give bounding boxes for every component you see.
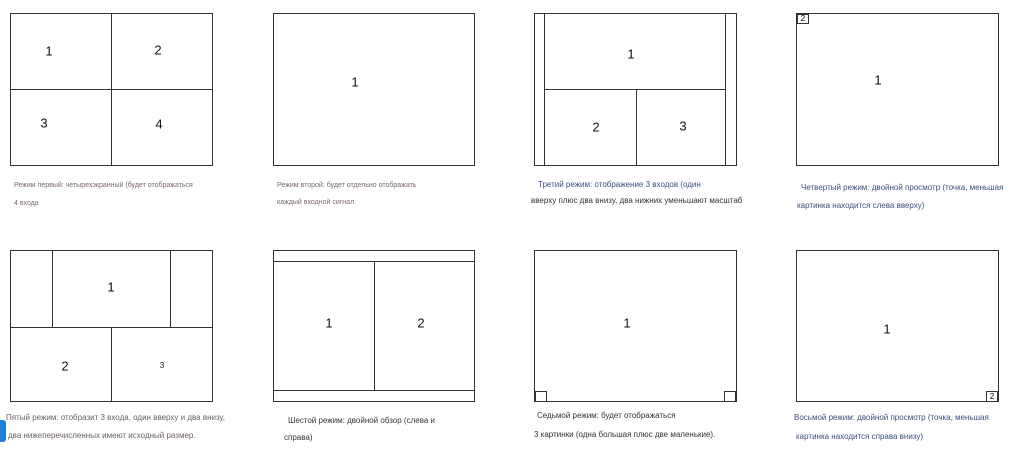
mode1-caption-line2: 4 входа bbox=[14, 200, 39, 207]
mode5-label-3: 3 bbox=[159, 361, 165, 370]
mode3-diagram bbox=[534, 13, 737, 166]
edge-badge bbox=[0, 420, 6, 442]
mode3-caption-line1: Третий режим: отображение 3 входов (один bbox=[538, 180, 701, 189]
mode6-divider-vertical bbox=[374, 261, 375, 391]
mode5-diagram bbox=[10, 250, 213, 402]
mode8-diagram bbox=[796, 250, 999, 402]
mode1-label-1: 1 bbox=[45, 43, 53, 59]
mode3-label-2: 2 bbox=[592, 119, 600, 135]
mode8-label-2: 2 bbox=[989, 391, 995, 401]
mode5-label-2: 2 bbox=[61, 358, 69, 374]
mode2-diagram bbox=[273, 13, 475, 166]
mode3-label-1: 1 bbox=[627, 46, 635, 62]
mode1-label-2: 2 bbox=[154, 42, 162, 58]
mode7-caption-line1: Седьмой режим: будет отображаться bbox=[537, 411, 676, 420]
mode5-top-right-bar bbox=[170, 251, 171, 327]
mode2-caption-line1: Режим второй: будет отдельно отображать bbox=[277, 182, 417, 189]
mode3-label-3: 3 bbox=[679, 118, 687, 134]
mode5-caption-line2: два нижеперечисленных имеют исходный размер. bbox=[8, 431, 196, 440]
mode3-caption-line2: вверху плюс два внизу, два нижних уменьшают масштаб bbox=[531, 196, 743, 205]
mode8-label-1: 1 bbox=[883, 321, 891, 337]
mode6-caption-line2: справа) bbox=[284, 433, 313, 442]
mode4-label-1: 1 bbox=[874, 72, 882, 88]
mode5-top-left-bar bbox=[52, 251, 53, 327]
mode5-caption-line1: Пятый режим: отобразит 3 входа, один вверху и два внизу, bbox=[6, 413, 225, 422]
mode4-caption-line1: Четвертый режим: двойной просмотр (точка, меньшая bbox=[801, 183, 1004, 192]
mode7-bottom-left-box bbox=[535, 391, 547, 402]
mode4-label-2: 2 bbox=[800, 14, 806, 23]
mode3-divider-vertical bbox=[636, 89, 637, 165]
mode8-caption-line2: картинка находится справа внизу) bbox=[796, 432, 924, 441]
mode7-label-1: 1 bbox=[623, 315, 631, 331]
mode5-label-1: 1 bbox=[107, 279, 115, 295]
mode1-diagram bbox=[10, 13, 213, 166]
mode3-divider-horizontal bbox=[544, 89, 726, 90]
mode6-diagram bbox=[273, 250, 475, 402]
mode5-divider-vertical bbox=[111, 327, 112, 401]
mode1-divider-horizontal bbox=[11, 89, 212, 90]
mode7-bottom-right-box bbox=[724, 391, 736, 402]
mode1-caption-line1: Режим первый: четырехэкранный (будет отображаться bbox=[14, 182, 193, 189]
mode1-label-4: 4 bbox=[155, 116, 163, 132]
mode8-pip-box bbox=[986, 391, 998, 402]
mode6-label-1: 1 bbox=[325, 315, 333, 331]
mode4-pip-box bbox=[797, 14, 809, 24]
mode2-caption-line2: каждый входной сигнал bbox=[277, 199, 355, 206]
mode1-label-3: 3 bbox=[40, 115, 48, 131]
mode6-label-2: 2 bbox=[417, 315, 425, 331]
mode8-caption-line1: Восьмой режим: двойной просмотр (точка, меньшая bbox=[794, 413, 989, 422]
mode6-caption-line1: Шестой режим: двойной обзор (слева и bbox=[288, 416, 436, 425]
mode7-caption-line2: 3 картинки (одна большая плюс две маленькие). bbox=[534, 430, 716, 439]
mode4-diagram bbox=[796, 13, 999, 166]
mode7-diagram bbox=[534, 250, 737, 402]
mode2-label-1: 1 bbox=[351, 74, 359, 90]
mode4-caption-line2: картинка находится слева вверху) bbox=[797, 201, 925, 210]
